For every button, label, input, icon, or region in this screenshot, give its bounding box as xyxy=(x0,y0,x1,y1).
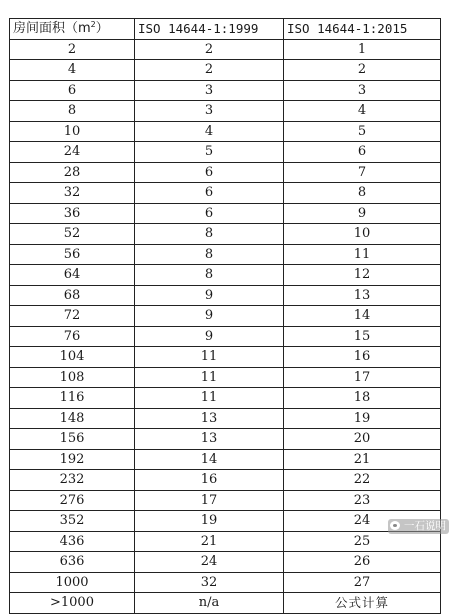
table-row xyxy=(10,347,441,368)
cell-iso-2015: 14 xyxy=(284,306,441,327)
cell-iso-2015: 22 xyxy=(284,470,441,491)
cell-room-area: 352 xyxy=(10,511,135,532)
table-row xyxy=(10,572,441,593)
table-row xyxy=(10,511,441,532)
cell-room-area: 276 xyxy=(10,490,135,511)
table-body xyxy=(10,39,441,613)
cell-iso-1999: 8 xyxy=(135,244,284,265)
cell-iso-2015: 18 xyxy=(284,388,441,409)
cell-iso-2015: 9 xyxy=(284,203,441,224)
cell-iso-1999: 6 xyxy=(135,162,284,183)
table-row xyxy=(10,408,441,429)
table-row xyxy=(10,80,441,101)
cell-iso-1999: 21 xyxy=(135,531,284,552)
header-room-area-close: ） xyxy=(95,21,109,37)
cell-iso-1999: 14 xyxy=(135,449,284,470)
cell-room-area: 436 xyxy=(10,531,135,552)
cell-iso-2015: 23 xyxy=(284,490,441,511)
cell-room-area: 1000 xyxy=(10,572,135,593)
cell-room-area: 8 xyxy=(10,101,135,122)
table-row xyxy=(10,326,441,347)
cell-iso-2015: 12 xyxy=(284,265,441,286)
cell-iso-1999: 5 xyxy=(135,142,284,163)
cell-iso-2015: 17 xyxy=(284,367,441,388)
header-iso-2015: ISO 14644-1:2015 xyxy=(284,19,441,40)
table-row xyxy=(10,265,441,286)
cell-room-area: 28 xyxy=(10,162,135,183)
cell-room-area: 156 xyxy=(10,429,135,450)
cell-iso-1999: 6 xyxy=(135,203,284,224)
table-row xyxy=(10,60,441,81)
cell-iso-1999: 17 xyxy=(135,490,284,511)
cell-room-area: 2 xyxy=(10,39,135,60)
cell-iso-2015: 15 xyxy=(284,326,441,347)
table-row xyxy=(10,142,441,163)
cell-iso-1999: 11 xyxy=(135,367,284,388)
table-row xyxy=(10,183,441,204)
cell-iso-1999: 9 xyxy=(135,306,284,327)
cell-iso-2015: 5 xyxy=(284,121,441,142)
cell-iso-2015: 8 xyxy=(284,183,441,204)
cell-iso-2015: 27 xyxy=(284,572,441,593)
watermark-text: 一石说明 xyxy=(404,520,446,532)
cell-iso-1999: 13 xyxy=(135,408,284,429)
cell-iso-2015: 13 xyxy=(284,285,441,306)
table-row xyxy=(10,429,441,450)
cell-iso-2015: 26 xyxy=(284,552,441,573)
table-header-row xyxy=(10,19,441,40)
cell-iso-1999: 9 xyxy=(135,285,284,306)
cell-iso-1999: 16 xyxy=(135,470,284,491)
table-row xyxy=(10,388,441,409)
cell-iso-1999: 2 xyxy=(135,39,284,60)
cell-room-area: 24 xyxy=(10,142,135,163)
cell-iso-2015: 3 xyxy=(284,80,441,101)
table-row xyxy=(10,306,441,327)
table-row xyxy=(10,367,441,388)
cell-room-area: >1000 xyxy=(10,593,135,614)
table-row xyxy=(10,121,441,142)
cell-room-area: 76 xyxy=(10,326,135,347)
cell-iso-2015: 11 xyxy=(284,244,441,265)
cell-room-area: 116 xyxy=(10,388,135,409)
cell-iso-2015: 25 xyxy=(284,531,441,552)
cell-iso-1999: 6 xyxy=(135,183,284,204)
cell-iso-1999: 32 xyxy=(135,572,284,593)
cell-room-area: 192 xyxy=(10,449,135,470)
cell-iso-2015: 6 xyxy=(284,142,441,163)
cell-iso-2015: 24 xyxy=(284,511,441,532)
header-room-area xyxy=(10,19,135,40)
watermark-badge xyxy=(388,519,449,534)
cell-iso-1999: n/a xyxy=(135,593,284,614)
cell-iso-2015: 10 xyxy=(284,224,441,245)
table-row xyxy=(10,531,441,552)
cell-iso-1999: 24 xyxy=(135,552,284,573)
cell-iso-1999: 3 xyxy=(135,80,284,101)
wechat-logo-icon xyxy=(390,521,400,530)
cell-room-area: 56 xyxy=(10,244,135,265)
cell-iso-2015: 21 xyxy=(284,449,441,470)
cell-room-area: 52 xyxy=(10,224,135,245)
table-row xyxy=(10,162,441,183)
cell-room-area: 10 xyxy=(10,121,135,142)
header-iso-1999: ISO 14644-1:1999 xyxy=(135,19,284,40)
table-row xyxy=(10,203,441,224)
cell-iso-2015: 7 xyxy=(284,162,441,183)
table-row xyxy=(10,470,441,491)
table-row xyxy=(10,552,441,573)
table-row xyxy=(10,285,441,306)
cell-iso-1999: 11 xyxy=(135,388,284,409)
sampling-table-container xyxy=(9,18,441,614)
cell-iso-2015: 4 xyxy=(284,101,441,122)
cell-room-area: 72 xyxy=(10,306,135,327)
cell-room-area: 232 xyxy=(10,470,135,491)
cell-iso-2015: 16 xyxy=(284,347,441,368)
cell-room-area: 36 xyxy=(10,203,135,224)
cell-iso-1999: 13 xyxy=(135,429,284,450)
cell-iso-2015: 2 xyxy=(284,60,441,81)
cell-iso-1999: 9 xyxy=(135,326,284,347)
cell-room-area: 108 xyxy=(10,367,135,388)
cell-iso-1999: 2 xyxy=(135,60,284,81)
cell-room-area: 148 xyxy=(10,408,135,429)
cell-room-area: 636 xyxy=(10,552,135,573)
table-row xyxy=(10,449,441,470)
cell-room-area: 32 xyxy=(10,183,135,204)
cell-iso-2015: 20 xyxy=(284,429,441,450)
table-row xyxy=(10,490,441,511)
cell-room-area: 6 xyxy=(10,80,135,101)
cell-iso-1999: 3 xyxy=(135,101,284,122)
table-row xyxy=(10,39,441,60)
table-row xyxy=(10,224,441,245)
cell-iso-1999: 8 xyxy=(135,224,284,245)
sampling-locations-table xyxy=(9,18,441,614)
cell-iso-1999: 4 xyxy=(135,121,284,142)
cell-iso-1999: 11 xyxy=(135,347,284,368)
cell-iso-2015: 19 xyxy=(284,408,441,429)
table-row xyxy=(10,101,441,122)
header-room-area-superscript: 2 xyxy=(90,20,96,30)
cell-room-area: 64 xyxy=(10,265,135,286)
header-room-area-label: 房间面积（m xyxy=(13,21,91,37)
cell-room-area: 4 xyxy=(10,60,135,81)
cell-iso-2015: 公式计算 xyxy=(284,593,441,614)
cell-iso-1999: 8 xyxy=(135,265,284,286)
cell-room-area: 68 xyxy=(10,285,135,306)
table-row xyxy=(10,593,441,614)
cell-iso-1999: 19 xyxy=(135,511,284,532)
cell-iso-2015: 1 xyxy=(284,39,441,60)
cell-room-area: 104 xyxy=(10,347,135,368)
table-row xyxy=(10,244,441,265)
